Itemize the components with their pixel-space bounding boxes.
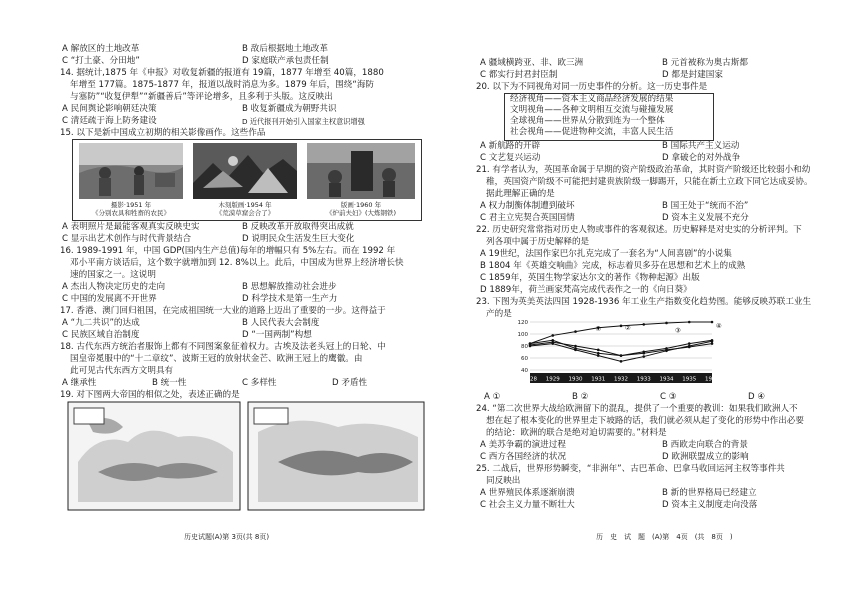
q17-option-b[interactable]: B 人民代表大会制度 (242, 318, 320, 328)
series-point (597, 354, 600, 357)
y-tick-label: 60 (521, 356, 528, 362)
q21-text: 21. 有学者认为，英国革命属于早期的资产阶级政治革命，其时资产阶级还比较弱小和幼 (476, 165, 811, 175)
series-marker-label: ③ (674, 326, 681, 335)
series-marker-label: ④ (715, 321, 722, 330)
q16-option-c[interactable]: C 中国的发展离不开世界 (62, 294, 157, 304)
q18-option-a[interactable]: A 继承性 (62, 378, 97, 388)
q22-text: 列各项中属于历史解释的是 (486, 237, 590, 247)
series-point (688, 342, 691, 345)
q23-option-b[interactable]: B ② (572, 392, 589, 402)
q23-option-a[interactable]: A ① (484, 392, 501, 402)
x-tick-label: 1930 (568, 376, 583, 383)
x-tick-label: 1934 (659, 376, 674, 383)
q17-text: 17. 香港、澳门回归祖国，在完成祖国统一大业的道路上迈出了重要的一步。这得益于 (60, 306, 386, 316)
q13-option-d[interactable]: D 家庭联产承包责任制 (242, 56, 329, 66)
q21-option-d[interactable]: D 资本主义发展不充分 (662, 213, 749, 223)
x-tick-label: 1929 (545, 376, 560, 383)
q14-text: 年增至 177篇。1875-1877 年，报道以战时消息为多。1879 年后，围绕“海防 (70, 80, 375, 90)
q14-option-b[interactable]: B 收复新疆成为朝野共识 (242, 104, 337, 114)
series-point (620, 360, 623, 363)
q13-option-a[interactable]: A 解放区的土地改革 (62, 44, 140, 54)
q20-box-line: 全球视角——世界从分散到连为一个整体 (510, 116, 665, 126)
x-tick-label: 1932 (614, 376, 628, 383)
q22-option-d[interactable]: D 1889年，荷兰画家梵高完成代表作之一的《向日葵》 (480, 285, 692, 295)
series-point (574, 349, 577, 352)
q25-option-c[interactable]: C 社会主义力量不断壮大 (480, 500, 575, 510)
q20-option-d[interactable]: D 拿破仑的对外战争 (662, 153, 741, 163)
q14-text: 14. 据统计,1875 年《申报》对收复新疆的报道有 19篇，1877 年增至 40篇，1880 (60, 68, 384, 78)
series-point (688, 346, 691, 349)
page-footer-left: 历史试题(A)第 3页(共 8页) (184, 533, 270, 541)
q17-option-d[interactable]: D “一国两制”构想 (242, 330, 312, 340)
q24-option-d[interactable]: D 欧洲联盟成立的影响 (662, 452, 749, 462)
q15-option-a[interactable]: A 表明照片是最能客观真实反映史实 (62, 222, 200, 232)
q23-industry-chart (512, 318, 722, 388)
q24-text: 想在起了根本变化的世界里走下坡路的话，我们就必须从起了变化的形势中作出必要 (486, 416, 804, 426)
q19-empire-maps (68, 402, 428, 512)
series-point (574, 345, 577, 348)
q19-text: 19. 对下图两大帝国的相似之处，表述正确的是 (60, 390, 240, 400)
series-point (551, 341, 554, 344)
q19-option-b[interactable]: B 元首被称为奥古斯都 (662, 58, 748, 68)
q20-option-b[interactable]: B 国际共产主义运动 (662, 141, 740, 151)
q16-option-d[interactable]: D 科学技术是第一生产力 (242, 294, 338, 304)
series-point (642, 352, 645, 355)
q20-box-line: 文明视角——各种文明相互交流与碰撞发展 (510, 105, 674, 115)
q20-box-line: 经济视角——资本主义商品经济发展的结果 (510, 94, 674, 104)
q23-option-c[interactable]: C ③ (660, 392, 677, 402)
q21-text: 稚，英国资产阶级不可能把封建贵族阶级一脚踢开，只能在新土立政下同它达成妥协。 (486, 177, 813, 187)
series-point (642, 355, 645, 358)
x-tick-label: 1933 (636, 376, 651, 383)
q25-option-a[interactable]: A 世界殖民体系逐渐崩溃 (480, 488, 575, 498)
q16-option-a[interactable]: A 杰出人物决定历史的走向 (62, 282, 166, 292)
q21-text: 据此理解正确的是 (486, 189, 555, 199)
q24-option-c[interactable]: C 西方各国经济的状况 (480, 452, 567, 462)
series-point (620, 325, 623, 328)
q22-option-c[interactable]: C 1859年，英国生物学家达尔文的著作《物种起源》出版 (480, 273, 700, 283)
q24-option-b[interactable]: B 西欧走向联合的背景 (662, 440, 748, 450)
photo-farmers (79, 143, 183, 199)
q18-option-d[interactable]: D 矛盾性 (332, 378, 368, 388)
series-point (665, 322, 668, 325)
q14-option-c[interactable]: C 清廷疏于海上防务建设 (62, 116, 157, 126)
q18-text: 18. 古代东西方统治者服饰上都有不同图案象征着权力。古埃及法老头冠上的日轮、中 (60, 342, 386, 352)
q13-option-c[interactable]: C “打土豪、分田地” (62, 56, 140, 66)
q25-text: 25. 二战后，世界形势瞬变，“非洲年”、古巴革命、巴拿马收回运河主权等事件共 (476, 464, 785, 474)
q13-option-b[interactable]: B 敌后根据地土地改革 (242, 44, 328, 54)
q24-text: 24. “第二次世界大战给欧洲留下的混乱，提供了一个重要的教训：如果我们欧洲人不 (476, 404, 798, 414)
series-marker-label: ② (624, 323, 631, 332)
q16-text: 邓小平南方谈话后，这个数字就增加到 12. 8%以上。此后，中国成为世界上经济增长快 (70, 258, 404, 268)
q25-text: 同反映出 (486, 476, 521, 486)
q15-text: 15. 以下是新中国成立初期的相关影像画作。这些作品 (60, 128, 266, 138)
series-point (620, 354, 623, 357)
q24-option-a[interactable]: A 美苏争霸的演进过程 (480, 440, 566, 450)
q24-text: 的结论：欧洲的联合是绝对迫切需要的。”材料是 (486, 428, 667, 438)
q20-box-line: 社会视角——促进物种交流，丰富人民生活 (510, 127, 674, 137)
series-point (688, 321, 691, 324)
x-tick-label: 1935 (682, 376, 697, 383)
q25-option-d[interactable]: D 资本主义制度走向没落 (662, 500, 758, 510)
caption-3-line2: 《炉前夫妇》(大炼钢铁) (325, 209, 397, 217)
series-point (642, 323, 645, 326)
q14-option-d[interactable]: D 近代报刊开始引入国家主权意识增强 (242, 117, 365, 126)
caption-3-line1: 版画·1960 年 (340, 201, 382, 209)
q15-option-d[interactable]: D 说明民众生活发生巨大变化 (242, 234, 355, 244)
q16-text: 速的国家之一。这说明 (70, 270, 156, 280)
q21-option-b[interactable]: B 国王处于“统而不治” (662, 201, 749, 211)
series-point (551, 334, 554, 337)
y-tick-label: 80 (521, 344, 528, 350)
q23-option-d[interactable]: D ④ (748, 392, 766, 402)
caption-1-line1: 摄影·1951 年 (110, 201, 152, 209)
q14-text: 与塞防”“收复伊犁”“新疆善后”等评论增多，且多利于头版。这反映出 (70, 92, 333, 102)
series-marker-label: ① (595, 325, 602, 334)
caption-2-line1: 木刻版画·1954 年 (218, 201, 272, 209)
series-point (711, 321, 714, 324)
q19-option-d[interactable]: D 都是封建国家 (662, 70, 723, 80)
q19-option-a[interactable]: A 疆域横跨亚、非、欧三洲 (480, 58, 584, 68)
q22-text: 22. 历史研究常常指对历史人物或事件的客观叙述。历史解释是对史实的分析评判。下 (476, 225, 802, 235)
series-point (597, 352, 600, 355)
y-tick-label: 100 (517, 332, 528, 338)
caption-2-line2: 《荒漠草窟会合了》 (215, 209, 275, 217)
q18-option-b[interactable]: B 统一性 (152, 378, 187, 388)
q18-text: 国皇帝冕服中的“十二章纹”、波斯王冠的放射状金芒、欧洲王冠上的鹰徽。由 (70, 354, 363, 364)
q17-option-a[interactable]: A “九二共识”的达成 (62, 318, 140, 328)
q16-text: 16. 1989-1991 年，中国 GDP(国内生产总值)每年的增幅只有 5%左右。而在 1992 年 (60, 246, 396, 256)
q22-option-a[interactable]: A 19世纪，法国作家巴尔扎克完成了一套名为“人间喜剧”的小说集 (480, 249, 732, 259)
q25-option-b[interactable]: B 新的世界格局已经建立 (662, 488, 757, 498)
y-tick-label: 120 (517, 320, 528, 326)
q22-option-b[interactable]: B 1804 年《英雄交响曲》完成，标志着贝多芬在思想和艺术上的成熟 (480, 261, 746, 271)
q21-option-a[interactable]: A 权力制衡体制遭到破坏 (480, 201, 575, 211)
x-tick-label: 1931 (591, 376, 606, 383)
q18-text: 此可见古代东西方文明具有 (70, 366, 174, 376)
woodcut-print (193, 143, 297, 199)
series-point (711, 340, 714, 343)
q20-option-c[interactable]: C 文艺复兴运动 (480, 153, 541, 163)
q20-option-a[interactable]: A 新航路的开辟 (480, 141, 541, 151)
q15-image-strip (72, 139, 422, 221)
furnace-print (307, 143, 415, 199)
page-footer-right: 历 史 试 题 (A)第 4页 (共 8页 ) (596, 533, 733, 541)
series-point (597, 349, 600, 352)
q21-option-c[interactable]: C 君主立宪契合英国国情 (480, 213, 575, 223)
series-point (529, 344, 532, 347)
q23-text: 产的是 (486, 309, 512, 319)
q20-text: 20. 以下为不同视角对同一历史事件的分析。这一历史事件是 (476, 82, 708, 92)
q15-option-c[interactable]: C 显示出艺术创作与时代背景结合 (62, 234, 192, 244)
q15-option-b[interactable]: B 反映改革开放取得突出成就 (242, 222, 354, 232)
series-point (711, 342, 714, 345)
q18-option-c[interactable]: C 多样性 (242, 378, 277, 388)
caption-1-line2: 《分别农具和牲畜的农民》 (92, 209, 170, 217)
q17-option-c[interactable]: C 民族区域自治制度 (62, 330, 140, 340)
q16-option-b[interactable]: B 思想解放推动社会进步 (242, 282, 337, 292)
q23-text: 23. 下图为英美英法四国 1928-1936 年工业生产指数变化趋势图。能够反映苏联工业生 (476, 297, 812, 307)
q19-option-c[interactable]: C 都实行封君封臣制 (480, 70, 558, 80)
x-tick-label: 1936 (705, 376, 719, 383)
q14-option-a[interactable]: A 民间舆论影响朝廷决策 (62, 104, 157, 114)
x-tick-label: 1928 (523, 376, 537, 383)
series-point (574, 330, 577, 333)
y-tick-label: 40 (521, 368, 528, 374)
series-point (665, 349, 668, 352)
